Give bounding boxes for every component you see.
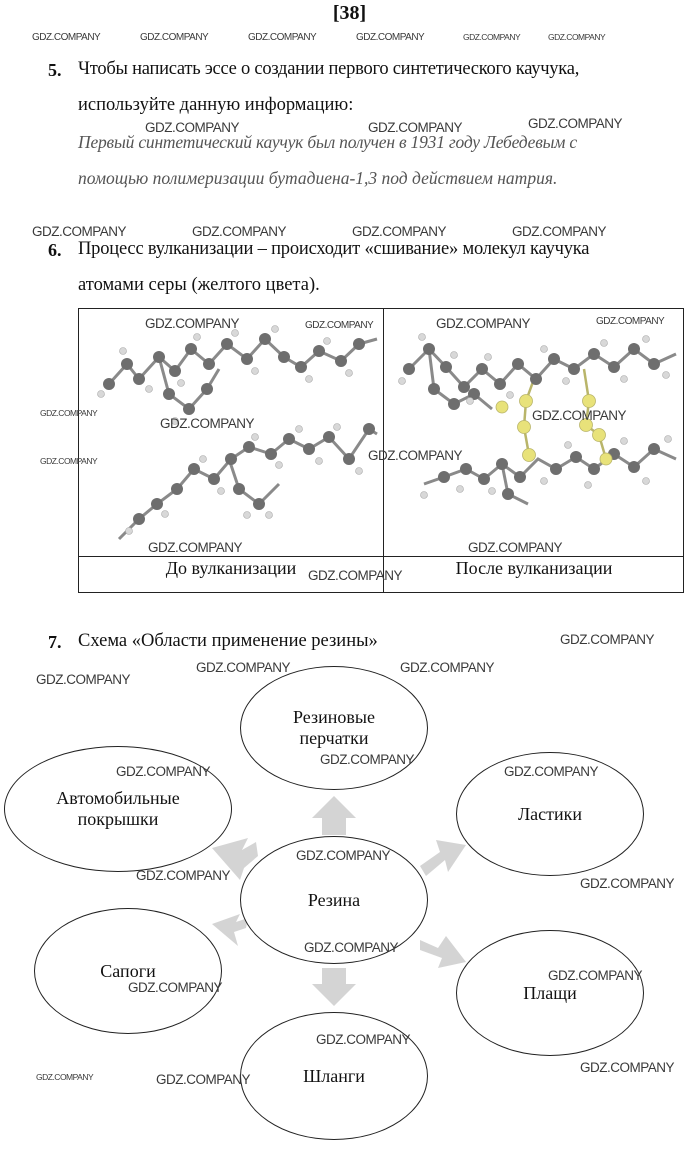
- watermark: GDZ.COMPANY: [304, 940, 399, 955]
- watermark: GDZ.COMPANY: [248, 32, 317, 43]
- watermark: GDZ.COMPANY: [596, 316, 665, 327]
- watermark: GDZ.COMPANY: [400, 660, 495, 675]
- node-raincoats-label: Плащи: [523, 982, 577, 1003]
- node-center-label: Резина: [307, 889, 361, 910]
- watermark: GDZ.COMPANY: [532, 408, 627, 423]
- watermark: GDZ.COMPANY: [548, 968, 643, 983]
- node-car-tires-line-1: Автомобильные: [56, 788, 180, 808]
- question-5-number: 5.: [48, 60, 62, 80]
- node-raincoats: [456, 930, 644, 1056]
- watermark: GDZ.COMPANY: [140, 32, 209, 43]
- watermark: GDZ.COMPANY: [145, 316, 240, 331]
- watermark: GDZ.COMPANY: [368, 120, 463, 135]
- watermark: GDZ.COMPANY: [136, 868, 231, 883]
- node-erasers-label: Ластики: [517, 803, 583, 824]
- watermark: GDZ.COMPANY: [40, 456, 98, 466]
- arrow-lower-left-icon: [212, 914, 248, 946]
- watermark: GDZ.COMPANY: [560, 632, 655, 647]
- arrow-down-icon: [312, 968, 356, 1006]
- question-5-italic-line-2: помощью полимеризации бутадиена-1,3 под действием натрия.: [78, 168, 558, 188]
- watermark: GDZ.COMPANY: [148, 540, 243, 555]
- question-6-number: 6.: [48, 240, 62, 260]
- arrow-lower-right-icon: [420, 936, 466, 968]
- watermark: GDZ.COMPANY: [36, 1072, 94, 1082]
- node-rubber-gloves-line-2: перчатки: [299, 728, 369, 748]
- question-5-line-2: используйте данную информацию:: [78, 95, 354, 115]
- question-5-line-1: Чтобы написать эссе о создании первого синтетического каучука,: [78, 59, 580, 79]
- node-rubber-gloves-line-1: Резиновые: [293, 707, 375, 727]
- node-car-tires-line-2: покрышки: [77, 809, 159, 829]
- watermark: GDZ.COMPANY: [116, 764, 211, 779]
- node-boots-label: Сапоги: [100, 960, 156, 981]
- watermark: GDZ.COMPANY: [468, 540, 563, 555]
- watermark: GDZ.COMPANY: [160, 416, 255, 431]
- watermark: GDZ.COMPANY: [192, 224, 287, 239]
- node-hoses-label: Шланги: [303, 1065, 365, 1086]
- question-5-italic-line-1: Первый синтетический каучук был получен в 1931 году Лебедевым с: [78, 132, 577, 152]
- watermark: GDZ.COMPANY: [32, 224, 127, 239]
- watermark: GDZ.COMPANY: [528, 116, 623, 131]
- watermark: GDZ.COMPANY: [580, 876, 675, 891]
- watermark: GDZ.COMPANY: [368, 448, 463, 463]
- caption-after-vulcanization: После вулканизации: [455, 558, 613, 578]
- watermark: GDZ.COMPANY: [128, 980, 223, 995]
- page-number: [38]: [332, 2, 367, 24]
- question-6-line-1: Процесс вулканизации – происходит «сшивание» молекул каучука: [78, 239, 590, 259]
- caption-before-vulcanization: До вулканизации: [165, 558, 297, 578]
- watermark: GDZ.COMPANY: [145, 120, 240, 135]
- watermark: GDZ.COMPANY: [580, 1060, 675, 1075]
- question-7-number: 7.: [48, 632, 62, 652]
- watermark: GDZ.COMPANY: [32, 32, 101, 43]
- watermark: GDZ.COMPANY: [548, 32, 606, 42]
- watermark: GDZ.COMPANY: [463, 32, 521, 42]
- arrow-up-icon: [312, 796, 356, 835]
- watermark: GDZ.COMPANY: [296, 848, 391, 863]
- node-boots: [34, 908, 222, 1034]
- question-6-line-2: атомами серы (желтого цвета).: [78, 275, 320, 295]
- watermark: GDZ.COMPANY: [305, 320, 374, 331]
- watermark: GDZ.COMPANY: [512, 224, 607, 239]
- watermark: GDZ.COMPANY: [156, 1072, 251, 1087]
- watermark: GDZ.COMPANY: [504, 764, 599, 779]
- watermark: GDZ.COMPANY: [320, 752, 415, 767]
- watermark: GDZ.COMPANY: [40, 408, 98, 418]
- question-7-title: Схема «Области применение резины»: [78, 631, 378, 651]
- watermark: GDZ.COMPANY: [316, 1032, 411, 1047]
- watermark: GDZ.COMPANY: [308, 568, 403, 583]
- watermark: GDZ.COMPANY: [436, 316, 531, 331]
- arrow-upper-right-icon: [420, 840, 466, 876]
- node-rubber-gloves: [240, 666, 428, 790]
- watermark: GDZ.COMPANY: [356, 32, 425, 43]
- watermark: GDZ.COMPANY: [36, 672, 131, 687]
- watermark: GDZ.COMPANY: [196, 660, 291, 675]
- watermark: GDZ.COMPANY: [352, 224, 447, 239]
